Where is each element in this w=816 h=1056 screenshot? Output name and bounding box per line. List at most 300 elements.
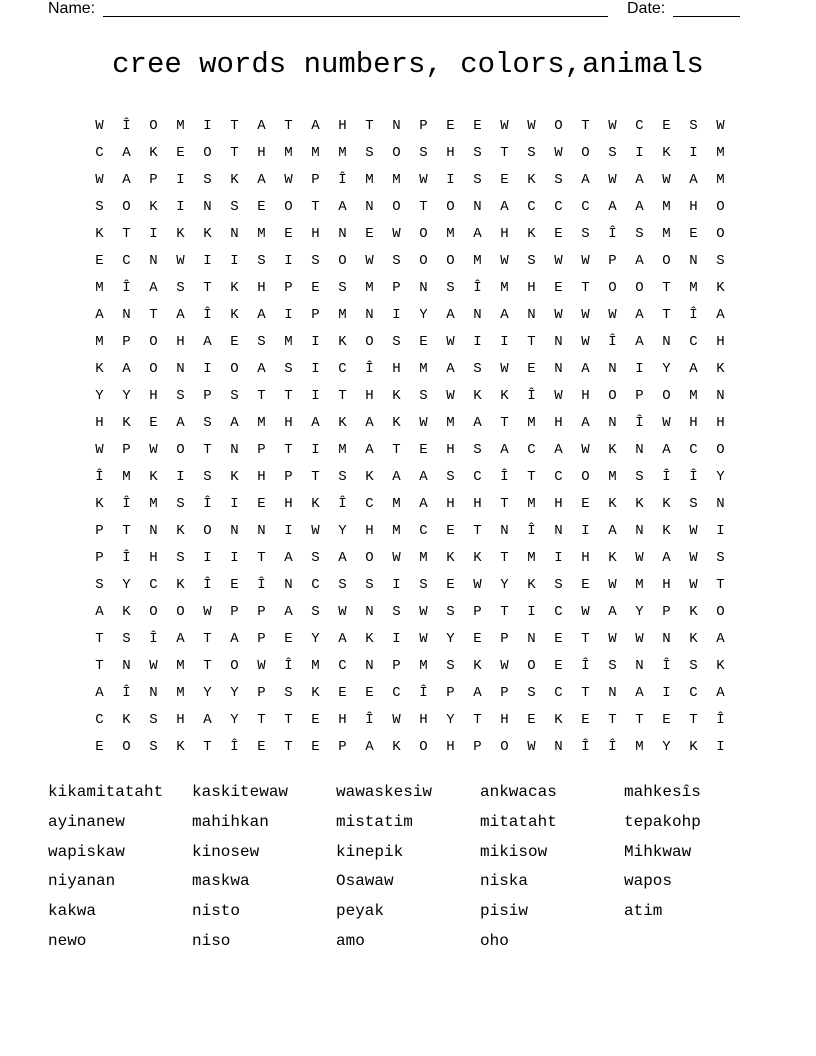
grid-letter: M	[176, 118, 185, 134]
grid-letter: O	[419, 739, 428, 755]
word-list-item: wapos	[624, 872, 673, 891]
grid-letter: P	[122, 442, 131, 458]
grid-letter: Î	[338, 172, 347, 188]
grid-letter: A	[257, 172, 266, 188]
word-list-item: maskwa	[192, 872, 250, 891]
grid-letter: W	[689, 577, 698, 593]
grid-letter: A	[662, 550, 671, 566]
grid-letter: I	[392, 577, 401, 593]
grid-letter: W	[500, 253, 509, 269]
grid-letter: C	[635, 118, 644, 134]
grid-letter: Î	[608, 334, 617, 350]
grid-letter: Y	[203, 685, 212, 701]
grid-letter: Î	[149, 631, 158, 647]
grid-row	[86, 572, 734, 599]
grid-letter: H	[500, 226, 509, 242]
grid-letter: W	[311, 523, 320, 539]
grid-letter: W	[257, 658, 266, 674]
grid-letter: Î	[203, 307, 212, 323]
grid-letter: A	[95, 307, 104, 323]
grid-letter: A	[689, 172, 698, 188]
grid-letter: T	[284, 388, 293, 404]
grid-letter: T	[500, 496, 509, 512]
grid-letter: O	[554, 118, 563, 134]
grid-letter: M	[311, 145, 320, 161]
grid-letter: Î	[122, 496, 131, 512]
grid-letter: H	[662, 577, 671, 593]
grid-letter: E	[581, 577, 590, 593]
grid-letter: P	[500, 685, 509, 701]
grid-letter: S	[608, 145, 617, 161]
grid-letter: I	[284, 523, 293, 539]
grid-letter: K	[608, 496, 617, 512]
grid-letter: A	[338, 631, 347, 647]
grid-row	[86, 356, 734, 383]
grid-letter: K	[203, 226, 212, 242]
grid-letter: M	[689, 388, 698, 404]
grid-letter: H	[338, 118, 347, 134]
grid-letter: S	[149, 712, 158, 728]
grid-letter: O	[716, 442, 725, 458]
grid-row	[86, 653, 734, 680]
grid-letter: S	[365, 145, 374, 161]
grid-letter: Î	[635, 415, 644, 431]
grid-letter: W	[581, 442, 590, 458]
grid-letter: S	[689, 118, 698, 134]
grid-letter: T	[203, 658, 212, 674]
grid-letter: S	[689, 496, 698, 512]
grid-letter: E	[527, 361, 536, 377]
grid-row	[86, 140, 734, 167]
grid-letter: S	[203, 172, 212, 188]
grid-letter: H	[257, 280, 266, 296]
grid-letter: A	[365, 442, 374, 458]
grid-letter: S	[635, 226, 644, 242]
grid-letter: E	[257, 496, 266, 512]
grid-letter: P	[311, 307, 320, 323]
grid-letter: M	[95, 334, 104, 350]
name-field[interactable]	[103, 16, 608, 17]
grid-letter: T	[284, 118, 293, 134]
grid-row	[86, 626, 734, 653]
grid-row	[86, 464, 734, 491]
grid-letter: S	[122, 631, 131, 647]
grid-letter: Î	[419, 685, 428, 701]
grid-letter: Î	[581, 739, 590, 755]
grid-letter: A	[284, 550, 293, 566]
grid-letter: K	[392, 388, 401, 404]
grid-letter: I	[554, 550, 563, 566]
date-field[interactable]	[673, 16, 740, 17]
word-list-item: Osawaw	[336, 872, 394, 891]
grid-letter: C	[554, 604, 563, 620]
grid-letter: E	[149, 415, 158, 431]
grid-letter: A	[257, 307, 266, 323]
grid-letter: S	[527, 145, 536, 161]
grid-letter: K	[230, 307, 239, 323]
grid-letter: E	[554, 280, 563, 296]
grid-letter: M	[176, 685, 185, 701]
header	[48, 0, 740, 22]
grid-letter: E	[473, 118, 482, 134]
grid-letter: N	[230, 442, 239, 458]
grid-letter: M	[284, 334, 293, 350]
grid-letter: Î	[527, 388, 536, 404]
grid-letter: O	[608, 280, 617, 296]
grid-letter: A	[581, 415, 590, 431]
grid-letter: E	[311, 739, 320, 755]
grid-letter: A	[203, 712, 212, 728]
grid-letter: E	[581, 712, 590, 728]
grid-letter: O	[203, 145, 212, 161]
grid-letter: P	[311, 172, 320, 188]
grid-letter: W	[527, 118, 536, 134]
grid-letter: A	[635, 253, 644, 269]
grid-letter: Î	[716, 712, 725, 728]
grid-letter: A	[581, 172, 590, 188]
grid-letter: P	[338, 739, 347, 755]
grid-letter: T	[230, 145, 239, 161]
name-label: Name:	[48, 0, 96, 17]
grid-letter: N	[419, 280, 428, 296]
grid-letter: W	[392, 226, 401, 242]
grid-letter: A	[446, 307, 455, 323]
grid-letter: E	[581, 496, 590, 512]
grid-letter: S	[527, 685, 536, 701]
grid-letter: W	[608, 631, 617, 647]
grid-letter: A	[311, 415, 320, 431]
grid-letter: S	[230, 199, 239, 215]
grid-letter: T	[392, 442, 401, 458]
word-list-item: mahihkan	[192, 812, 269, 831]
grid-letter: T	[635, 712, 644, 728]
grid-letter: W	[608, 172, 617, 188]
grid-letter: T	[311, 469, 320, 485]
grid-letter: W	[419, 415, 428, 431]
grid-letter: S	[419, 577, 428, 593]
grid-letter: A	[608, 199, 617, 215]
grid-letter: Î	[338, 496, 347, 512]
word-list-item: peyak	[336, 902, 385, 921]
grid-letter: S	[392, 604, 401, 620]
grid-letter: O	[365, 550, 374, 566]
word-list-item: atim	[624, 902, 663, 921]
grid-letter: A	[608, 604, 617, 620]
grid-letter: A	[716, 685, 725, 701]
grid-letter: S	[149, 739, 158, 755]
grid-letter: E	[284, 631, 293, 647]
grid-letter: I	[176, 469, 185, 485]
grid-letter: O	[392, 199, 401, 215]
grid-letter: O	[635, 280, 644, 296]
grid-letter: Î	[689, 469, 698, 485]
grid-letter: C	[554, 685, 563, 701]
grid-letter: E	[338, 685, 347, 701]
grid-letter: C	[689, 442, 698, 458]
grid-letter: A	[122, 145, 131, 161]
grid-letter: K	[149, 145, 158, 161]
grid-letter: Î	[284, 658, 293, 674]
grid-letter: A	[635, 685, 644, 701]
grid-letter: Î	[608, 226, 617, 242]
grid-letter: K	[527, 226, 536, 242]
grid-letter: T	[608, 712, 617, 728]
grid-letter: K	[662, 523, 671, 539]
grid-row	[86, 221, 734, 248]
grid-letter: I	[527, 604, 536, 620]
grid-letter: Î	[500, 469, 509, 485]
grid-letter: E	[230, 577, 239, 593]
grid-letter: Î	[95, 469, 104, 485]
grid-letter: Î	[122, 280, 131, 296]
grid-letter: P	[230, 604, 239, 620]
grid-letter: H	[473, 496, 482, 512]
grid-letter: H	[446, 496, 455, 512]
grid-letter: M	[446, 415, 455, 431]
grid-letter: C	[527, 442, 536, 458]
grid-letter: T	[365, 118, 374, 134]
grid-letter: Î	[608, 739, 617, 755]
grid-letter: I	[284, 307, 293, 323]
grid-letter: K	[122, 712, 131, 728]
grid-letter: K	[338, 334, 347, 350]
grid-letter: W	[689, 550, 698, 566]
grid-letter: C	[689, 685, 698, 701]
grid-letter: E	[446, 523, 455, 539]
grid-letter: O	[149, 361, 158, 377]
grid-letter: H	[716, 415, 725, 431]
grid-letter: O	[176, 604, 185, 620]
grid-letter: W	[581, 334, 590, 350]
grid-letter: H	[446, 739, 455, 755]
grid-letter: A	[554, 442, 563, 458]
grid-letter: A	[149, 280, 158, 296]
grid-letter: K	[365, 469, 374, 485]
grid-letter: I	[230, 550, 239, 566]
grid-letter: O	[527, 658, 536, 674]
grid-letter: W	[662, 172, 671, 188]
word-list-item: tepakohp	[624, 812, 701, 831]
grid-letter: M	[635, 739, 644, 755]
grid-letter: A	[689, 361, 698, 377]
grid-letter: K	[311, 685, 320, 701]
grid-letter: T	[662, 307, 671, 323]
grid-letter: N	[149, 523, 158, 539]
grid-letter: A	[392, 469, 401, 485]
grid-letter: Î	[203, 577, 212, 593]
grid-letter: W	[689, 523, 698, 539]
grid-letter: H	[689, 199, 698, 215]
grid-letter: C	[338, 658, 347, 674]
grid-row	[86, 113, 734, 140]
grid-letter: T	[257, 388, 266, 404]
grid-letter: S	[716, 253, 725, 269]
grid-letter: E	[365, 226, 374, 242]
grid-letter: I	[284, 253, 293, 269]
grid-letter: E	[689, 226, 698, 242]
grid-letter: C	[338, 361, 347, 377]
grid-letter: S	[446, 469, 455, 485]
grid-letter: I	[392, 307, 401, 323]
grid-letter: W	[473, 577, 482, 593]
grid-letter: K	[716, 280, 725, 296]
grid-letter: H	[392, 361, 401, 377]
grid-letter: K	[176, 739, 185, 755]
grid-letter: W	[554, 388, 563, 404]
word-list-item: kinepik	[336, 842, 404, 861]
grid-letter: T	[122, 226, 131, 242]
grid-letter: E	[473, 631, 482, 647]
grid-letter: M	[176, 658, 185, 674]
grid-letter: N	[554, 334, 563, 350]
word-list-item: wapiskaw	[48, 842, 125, 861]
grid-letter: T	[473, 523, 482, 539]
grid-letter: O	[284, 199, 293, 215]
grid-letter: E	[257, 199, 266, 215]
grid-letter: O	[392, 145, 401, 161]
grid-letter: O	[176, 442, 185, 458]
grid-letter: S	[284, 685, 293, 701]
grid-letter: T	[338, 388, 347, 404]
grid-letter: W	[527, 739, 536, 755]
grid-letter: I	[230, 253, 239, 269]
grid-letter: S	[176, 280, 185, 296]
grid-letter: H	[284, 496, 293, 512]
grid-letter: O	[419, 226, 428, 242]
grid-letter: A	[365, 415, 374, 431]
grid-letter: T	[257, 712, 266, 728]
grid-letter: E	[662, 118, 671, 134]
grid-letter: K	[662, 496, 671, 512]
grid-letter: T	[257, 550, 266, 566]
grid-letter: I	[203, 361, 212, 377]
grid-letter: T	[500, 415, 509, 431]
grid-letter: Î	[365, 712, 374, 728]
grid-letter: S	[392, 253, 401, 269]
grid-letter: P	[473, 739, 482, 755]
grid-letter: T	[203, 631, 212, 647]
grid-letter: K	[689, 604, 698, 620]
grid-letter: N	[554, 523, 563, 539]
grid-letter: T	[203, 739, 212, 755]
grid-letter: H	[365, 388, 374, 404]
grid-letter: C	[311, 577, 320, 593]
grid-letter: Y	[716, 469, 725, 485]
grid-letter: P	[662, 604, 671, 620]
grid-letter: S	[311, 550, 320, 566]
grid-letter: I	[716, 523, 725, 539]
grid-letter: T	[500, 145, 509, 161]
word-list-item: kikamitataht	[48, 783, 164, 801]
grid-letter: K	[230, 280, 239, 296]
grid-letter: K	[473, 658, 482, 674]
grid-letter: T	[419, 199, 428, 215]
grid-letter: Y	[419, 307, 428, 323]
grid-letter: E	[176, 145, 185, 161]
grid-letter: H	[95, 415, 104, 431]
grid-row	[86, 680, 734, 707]
grid-letter: S	[257, 334, 266, 350]
grid-letter: A	[230, 631, 239, 647]
grid-letter: M	[716, 145, 725, 161]
grid-letter: M	[527, 415, 536, 431]
grid-letter: Î	[365, 361, 374, 377]
grid-letter: S	[689, 658, 698, 674]
grid-letter: W	[149, 658, 158, 674]
grid-letter: M	[419, 361, 428, 377]
grid-letter: N	[554, 739, 563, 755]
grid-letter: P	[122, 334, 131, 350]
grid-letter: N	[554, 361, 563, 377]
grid-letter: P	[257, 685, 266, 701]
grid-letter: N	[392, 118, 401, 134]
grid-letter: C	[689, 334, 698, 350]
word-list-item: newo	[48, 931, 87, 950]
grid-letter: M	[527, 550, 536, 566]
grid-letter: N	[149, 253, 158, 269]
grid-letter: H	[419, 712, 428, 728]
word-list-item: niyanan	[48, 872, 116, 891]
grid-letter: T	[662, 280, 671, 296]
grid-letter: K	[122, 604, 131, 620]
grid-letter: C	[95, 712, 104, 728]
grid-letter: K	[311, 496, 320, 512]
grid-letter: K	[716, 658, 725, 674]
grid-letter: N	[122, 307, 131, 323]
grid-letter: I	[311, 388, 320, 404]
grid-letter: K	[500, 388, 509, 404]
grid-letter: N	[149, 685, 158, 701]
grid-letter: Y	[662, 739, 671, 755]
grid-letter: T	[149, 307, 158, 323]
grid-letter: W	[419, 631, 428, 647]
grid-letter: W	[203, 604, 212, 620]
grid-letter: P	[95, 523, 104, 539]
grid-letter: A	[608, 523, 617, 539]
puzzle-title: cree words numbers, colors,animals	[112, 48, 704, 81]
grid-letter: T	[581, 280, 590, 296]
grid-letter: T	[284, 442, 293, 458]
grid-letter: N	[284, 577, 293, 593]
grid-letter: Y	[230, 712, 239, 728]
grid-letter: K	[338, 415, 347, 431]
grid-letter: N	[689, 253, 698, 269]
grid-letter: C	[554, 469, 563, 485]
grid-letter: O	[446, 199, 455, 215]
word-list-item: kinosew	[192, 842, 260, 861]
grid-letter: K	[122, 415, 131, 431]
grid-letter: O	[662, 253, 671, 269]
grid-letter: Î	[203, 496, 212, 512]
grid-letter: M	[527, 496, 536, 512]
grid-letter: Y	[230, 685, 239, 701]
grid-letter: O	[500, 739, 509, 755]
grid-letter: Î	[581, 658, 590, 674]
grid-letter: N	[365, 307, 374, 323]
grid-letter: E	[311, 280, 320, 296]
grid-letter: E	[662, 712, 671, 728]
grid-letter: P	[95, 550, 104, 566]
grid-letter: Î	[122, 685, 131, 701]
grid-letter: K	[176, 523, 185, 539]
grid-row	[86, 410, 734, 437]
grid-letter: Y	[122, 388, 131, 404]
grid-letter: E	[365, 685, 374, 701]
grid-letter: T	[581, 118, 590, 134]
grid-letter: T	[473, 712, 482, 728]
grid-letter: S	[230, 388, 239, 404]
grid-letter: N	[473, 199, 482, 215]
